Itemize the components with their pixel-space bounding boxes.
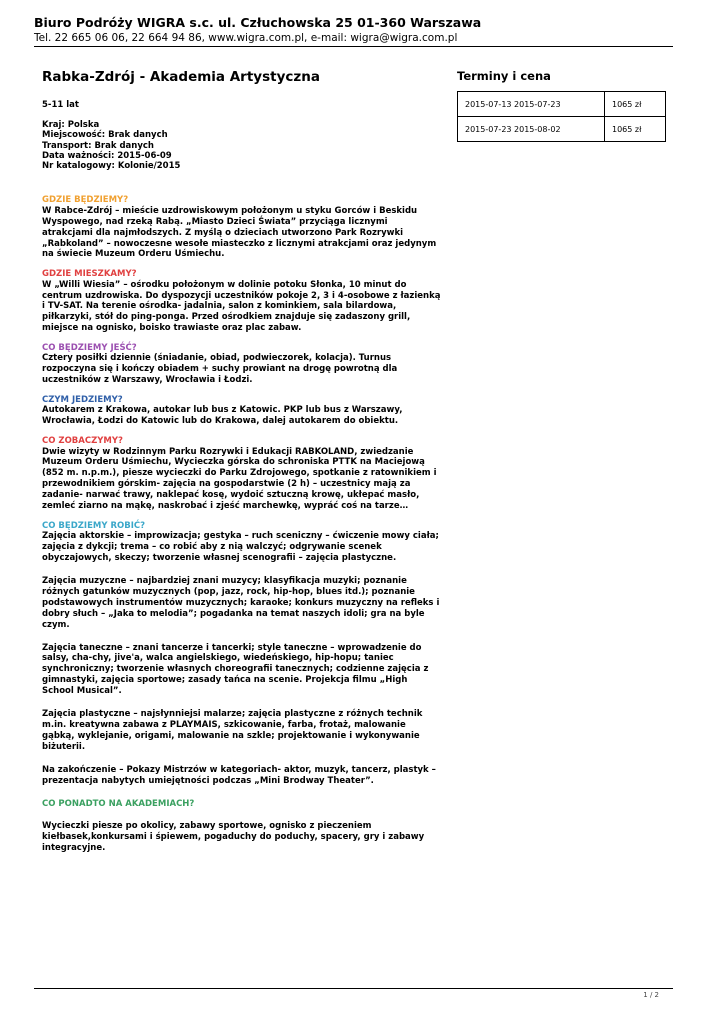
text-line: W „Willi Wiesia” – ośrodku położonym w dolinie potoku Słonka, 10 minut do [42,279,407,290]
section-text [42,405,447,427]
section-heading-stay: GDZIE MIESZKAMY? [42,269,137,280]
table-row [458,117,666,142]
spacer [42,809,447,821]
section-text [42,643,447,698]
offer-title: Rabka-Zdrój - Akademia Artystyczna [42,69,320,85]
header-divider [34,46,673,47]
terms-panel [457,69,667,142]
table-row [458,92,666,117]
section-heading-travel: CZYM JEDZIEMY? [42,395,123,406]
offer-meta [42,120,447,171]
text-line: synchroniczny; tworzenie własnych choreografii tanecznych; codzienne zajęcia z [42,664,429,675]
company-address: Biuro Podróży WIGRA s.c. ul. Człuchowska 25 01-360 Warszawa [34,15,482,30]
text-line: uczestników z Warszawy, Wrocławia i Łodzi. [42,375,253,386]
document-header [34,15,674,45]
spacer [42,260,447,269]
spacer [42,564,447,576]
spacer [42,787,447,799]
term-dates: 2015-07-23 2015-08-02 [458,117,605,142]
text-line: Autokarem z Krakowa, autokar lub bus z Katowic. PKP lub bus z Warszawy, [42,405,403,416]
section-text [42,280,447,335]
offer-sections [42,195,447,853]
text-line: gąbką, wyklejanie, origami, malowanie na szkle; projektowanie i wykonywanie [42,730,420,741]
text-line: (852 m. n.p.m.), piesze wycieczki do Parku Zdrojowego, spotkanie z ratownikiem i [42,468,437,479]
text-line: Wrocławia, Łodzi do Katowic lub do Krakowa, dalej autokarem do obiektu. [42,416,399,427]
text-line: atrakcjami dla najmłodszych. Z myślą o dzieciach utworzono Park Rozrywki [42,227,404,238]
text-line: i TV-SAT. Na terenie ośrodka- jadalnia, salon z kominkiem, sala bilardowa, [42,301,397,312]
section-heading-food: CO BĘDZIEMY JEŚĆ? [42,343,137,354]
section-text [42,709,447,753]
meta-country: Kraj: Polska [42,120,100,130]
section-text [42,447,447,512]
page-number: 1 / 2 [643,991,659,999]
spacer [42,697,447,709]
text-line: miejsce na ognisko, boisko trawiaste oraz plac zabaw. [42,323,302,334]
text-line: gimnastyki, zajęcia sportowe; zasady tańca na scenie. Projekcja filmu „High [42,675,408,686]
age-range: 5-11 lat [42,100,79,110]
company-contact: Tel. 22 665 06 06, 22 664 94 86, www.wigra.com.pl, e-mail: wigra@wigra.com.pl [34,32,458,44]
text-line: Na zakończenie – Pokazy Mistrzów w kategoriach- aktor, muzyk, tancerz, plastyk – [42,764,436,775]
text-line: piłkarzyki, stół do ping-ponga. Przed ośrodkiem znajduje się zadaszony grill, [42,312,411,323]
text-line: integracyjne. [42,842,106,853]
text-line: podstawowych instrumentów muzycznych; karaoke; konkurs muzyczny na refleks i [42,597,440,608]
terms-table [457,91,666,142]
text-line: Zajęcia plastyczne – najsłynniejsi malarze; zajęcia plastyczne z różnych technik [42,709,423,720]
text-line: „Rabkoland” – nowoczesne wesołe miasteczko z licznymi atrakcjami oraz jedynym [42,238,437,249]
text-line: Wyspowego, nad rzeką Rabą. „Miasto Dzieci Świata” przyciąga licznymi [42,216,388,227]
text-line: Zajęcia muzyczne – najbardziej znani muzycy; klasyfikacja muzyki; poznanie [42,576,407,587]
text-line: Dwie wizyty w Rodzinnym Parku Rozrywki i Edukacji RABKOLAND, zwiedzanie [42,446,414,457]
section-text [42,576,447,631]
spacer [42,334,447,343]
footer-divider [34,988,673,989]
term-price: 1065 zł [605,92,666,117]
text-line: przewodnikiem górskim- zajęcia na gospodarstwie (2 h) – uczestnicy mają za [42,479,411,490]
text-line: Cztery posiłki dziennie (śniadanie, obiad, podwieczorek, kolacja). Turnus [42,353,392,364]
section-text [42,531,447,564]
text-line: biżuterii. [42,741,86,752]
text-line: czym. [42,619,70,630]
meta-valid-until: Data ważności: 2015-06-09 [42,150,172,161]
section-text [42,206,447,261]
text-line: Wycieczki piesze po okolicy, zabawy sportowe, ognisko z pieczeniem [42,820,372,831]
section-heading-see: CO ZOBACZYMY? [42,436,123,447]
text-line: prezentacja nabytych umiejętności podczas „Mini Brodway Theater”. [42,775,374,786]
term-dates: 2015-07-13 2015-07-23 [458,92,605,117]
spacer [42,753,447,765]
text-line: Zajęcia aktorskie – improwizacja; gestyka – ruch sceniczny – ćwiczenie mowy ciała; [42,531,439,542]
text-line: kiełbasek,konkursami i śpiewem, pogaduchy do poduchy, spacery, gry i zabawy [42,831,425,842]
terms-title: Terminy i cena [457,69,551,83]
spacer [42,427,447,436]
text-line: dobry słuch – „Jaka to melodia”; pogadanka na temat naszych idoli; gra na byle [42,608,425,619]
text-line: salsy, cha-chy, jive'a, walca angielskiego, wiedeńskiego, hip-hopu; taniec [42,653,394,664]
section-text [42,353,447,386]
section-heading-do: CO BĘDZIEMY ROBIĆ? [42,521,146,531]
section-text [42,821,447,854]
text-line: różnych gatunków muzycznych (pop, jazz, rock, hip-hop, blues itd.); poznanie [42,586,415,597]
text-line: School Musical”. [42,686,122,697]
meta-transport: Transport: Brak danych [42,140,154,151]
text-line: zajęcia z dykcji; trema – co robić aby z nią walczyć; odgrywanie scenek [42,542,382,553]
text-line: centrum uzdrowiska. Do dyspozycji uczestników pokoje 2, 3 i 4-osobowe z łazienką [42,290,441,301]
meta-location: Miejscowość: Brak danych [42,130,168,141]
text-line: m.in. kreatywna zabawa z PLAYMAIS, szkicowanie, farba, frotaż, malowanie [42,719,406,730]
text-line: zemleć ziarno na mąkę, naskrobać i zjeść marchewkę, wypráć coś na tarze… [42,501,409,512]
spacer [42,631,447,643]
spacer [42,512,447,521]
text-line: W Rabce-Zdrój – mieście uzdrowiskowym położonym u styku Gorców i Beskidu [42,205,418,216]
text-line: Muzeum Orderu Uśmiechu, Wycieczka górska do schroniska PTTK na Maciejową [42,457,425,468]
meta-catalog-number: Nr katalogowy: Kolonie/2015 [42,161,181,172]
text-line: Zajęcia taneczne – znani tancerze i tancerki; style taneczne – wprowadzenie do [42,642,422,653]
section-heading-extra: CO PONADTO NA AKADEMIACH? [42,798,195,809]
text-line: obyczajowych, skeczy; tworzenie własnej scenografii – zajęcia plastyczne. [42,553,397,564]
text-line: zadanie- narwać trawy, naklepać kosę, wydoić sztuczną krowę, ukłepać masło, [42,490,420,501]
text-line: rozpoczyna się i kończy obiadem + suchy prowiant na drogę powrotną dla [42,364,398,375]
text-line: na świecie Muzeum Orderu Uśmiechu. [42,249,225,260]
section-text [42,765,447,787]
term-price: 1065 zł [605,117,666,142]
section-heading-where: GDZIE BĘDZIEMY? [42,195,129,206]
spacer [42,386,447,395]
offer-description [42,69,447,854]
